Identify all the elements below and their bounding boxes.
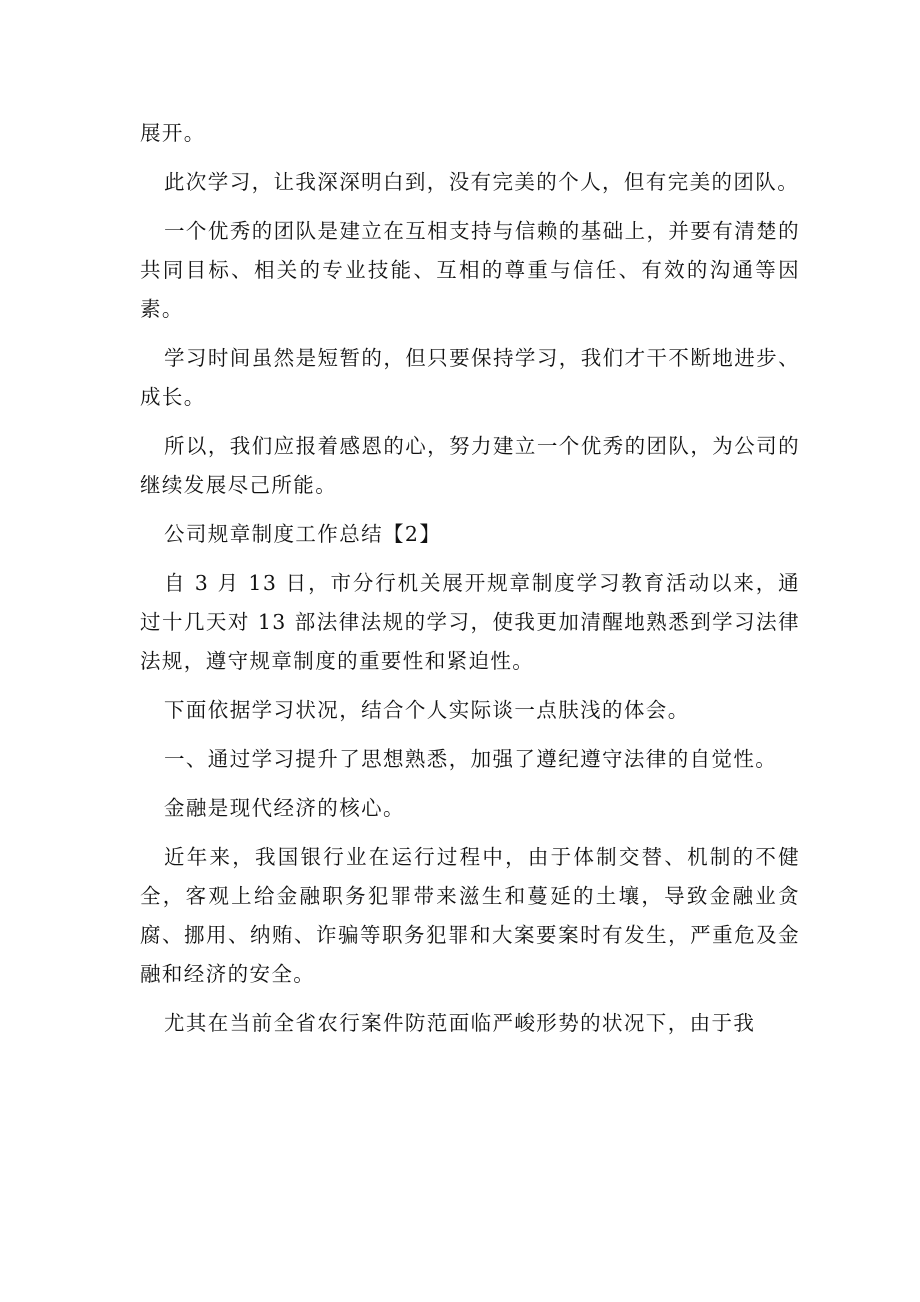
paragraph-especially: 尤其在当前全省农行案件防范面临严峻形势的状况下，由于我 xyxy=(164,1011,756,1035)
paragraph-keep-learning: 学习时间虽然是短暂的，但只要保持学习，我们才干不断地进步、成长。 xyxy=(140,346,800,409)
paragraph-gratitude: 所以，我们应报着感恩的心，努力建立一个优秀的团队，为公司的继续发展尽己所能。 xyxy=(140,434,800,497)
paragraph-perfect-team: 此次学习，让我深深明白到，没有完美的个人，但有完美的团队。 xyxy=(164,170,800,194)
paragraph-excellent-team: 一个优秀的团队是建立在互相支持与信赖的基础上，并要有清楚的共同目标、相关的专业技能、互相的尊重与信任、有效的沟通等因素。 xyxy=(140,219,800,321)
paragraph-continuation: 展开。 xyxy=(140,121,206,145)
paragraph-finance-core: 金融是现代经济的核心。 xyxy=(164,796,405,820)
section-title: 公司规章制度工作总结【2】 xyxy=(164,522,442,546)
paragraph-experience: 下面依据学习状况，结合个人实际谈一点肤浅的体会。 xyxy=(164,698,690,722)
paragraph-since-march: 自 3 月 13 日，市分行机关展开规章制度学习教育活动以来，通过十几天对 13 部法律法规的学习，使我更加清醒地熟悉到学习法律法规，遵守规章制度的重要性和紧迫性。 xyxy=(140,571,800,673)
paragraph-point-one: 一、通过学习提升了思想熟悉，加强了遵纪遵守法律的自觉性。 xyxy=(164,747,778,771)
paragraph-recent-years: 近年来，我国银行业在运行过程中，由于体制交替、机制的不健全，客观上给金融职务犯罪带来滋生和蔓延的土壤，导致金融业贪腐、挪用、纳贿、诈骗等职务犯罪和大案要案时有发生，严重危及金融和经济的安全。 xyxy=(140,845,800,986)
document-body xyxy=(140,114,800,1053)
